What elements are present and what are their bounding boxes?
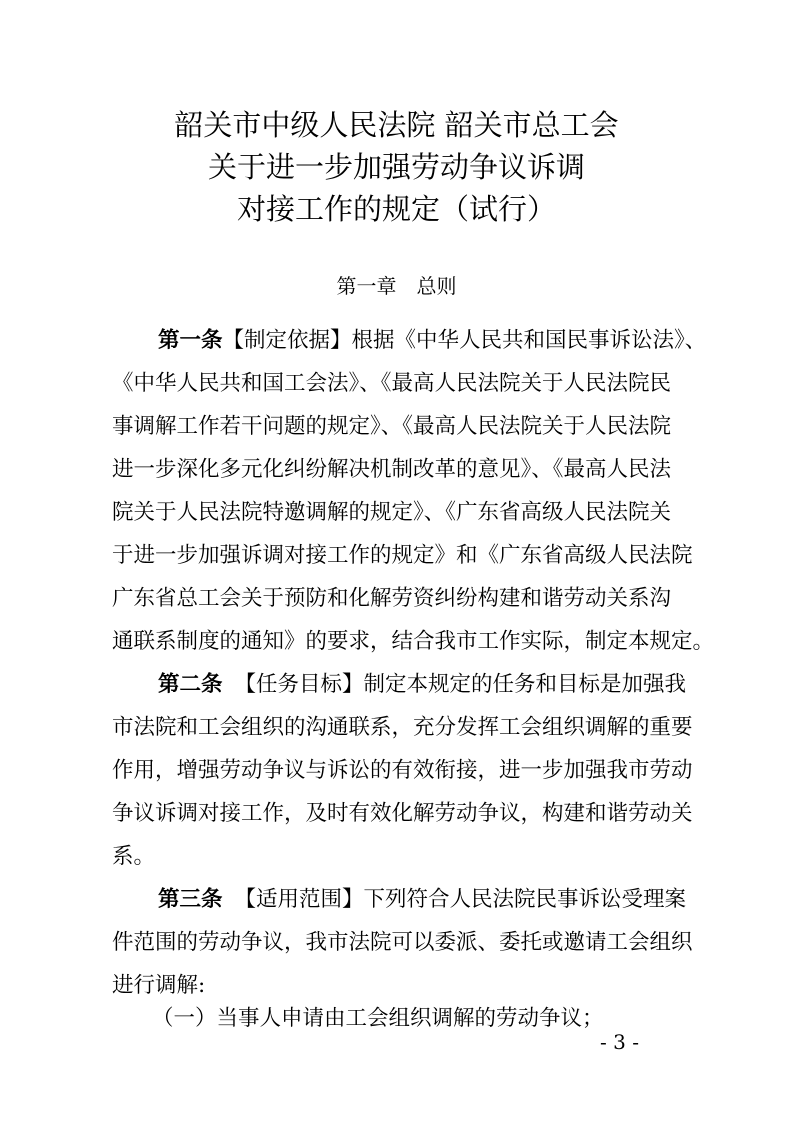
article-1-line: 进一步深化多元化纠纷解决机制改革的意见》、《最高人民法 <box>112 457 672 482</box>
article-3-first-line <box>158 889 686 911</box>
article-2-text: 【任务目标】制定本规定的任务和目标是加强我 <box>234 672 687 697</box>
title-line-2: 关于进一步加强劳动争议诉调 <box>207 150 585 184</box>
title-line-1: 韶关市中级人民法院 韶关市总工会 <box>174 108 619 142</box>
article-3-line: 件范围的劳动争议，我市法院可以委派、委托或邀请工会组织 <box>112 930 693 955</box>
article-2-line: 作用，增强劳动争议与诉讼的有效衔接，进一步加强我市劳动 <box>112 758 693 783</box>
article-2-line: 系。 <box>112 844 156 869</box>
article-1-label: 第一条 <box>158 328 223 353</box>
article-3-text: 【适用范围】下列符合人民法院民事诉讼受理案 <box>234 887 687 912</box>
article-3-item-1: （一）当事人申请由工会组织调解的劳动争议； <box>152 1006 604 1031</box>
chapter-heading: 第一章 总则 <box>336 274 457 298</box>
article-3-label: 第三条 <box>158 887 223 912</box>
page-number: - 3 - <box>600 1030 639 1054</box>
article-1-first-line <box>158 330 706 352</box>
article-1-line: 广东省总工会关于预防和化解劳资纠纷构建和谐劳动关系沟 <box>112 586 672 611</box>
article-3-line: 进行调解: <box>112 973 206 998</box>
article-1-line: 通联系制度的通知》的要求，结合我市工作实际，制定本规定。 <box>112 629 715 654</box>
article-1-line: 事调解工作若干问题的规定》、《最高人民法院关于人民法院 <box>112 414 672 439</box>
article-1-line: 《中华人民共和国工会法》、《最高人民法院关于人民法院民 <box>112 371 672 396</box>
title-line-3: 对接工作的规定（试行） <box>236 192 556 226</box>
article-2-line: 争议诉调对接工作，及时有效化解劳动争议，构建和谐劳动关 <box>112 801 693 826</box>
article-1-line: 于进一步加强诉调对接工作的规定》和《广东省高级人民法院 <box>112 543 693 568</box>
article-2-first-line <box>158 674 686 696</box>
article-1-text: 【制定依据】根据《中华人民共和国民事诉讼法》、 <box>222 328 707 353</box>
article-2-label: 第二条 <box>158 672 223 697</box>
article-2-line: 市法院和工会组织的沟通联系，充分发挥工会组织调解的重要 <box>112 715 693 740</box>
article-1-line: 院关于人民法院特邀调解的规定》、《广东省高级人民法院关 <box>112 500 672 525</box>
